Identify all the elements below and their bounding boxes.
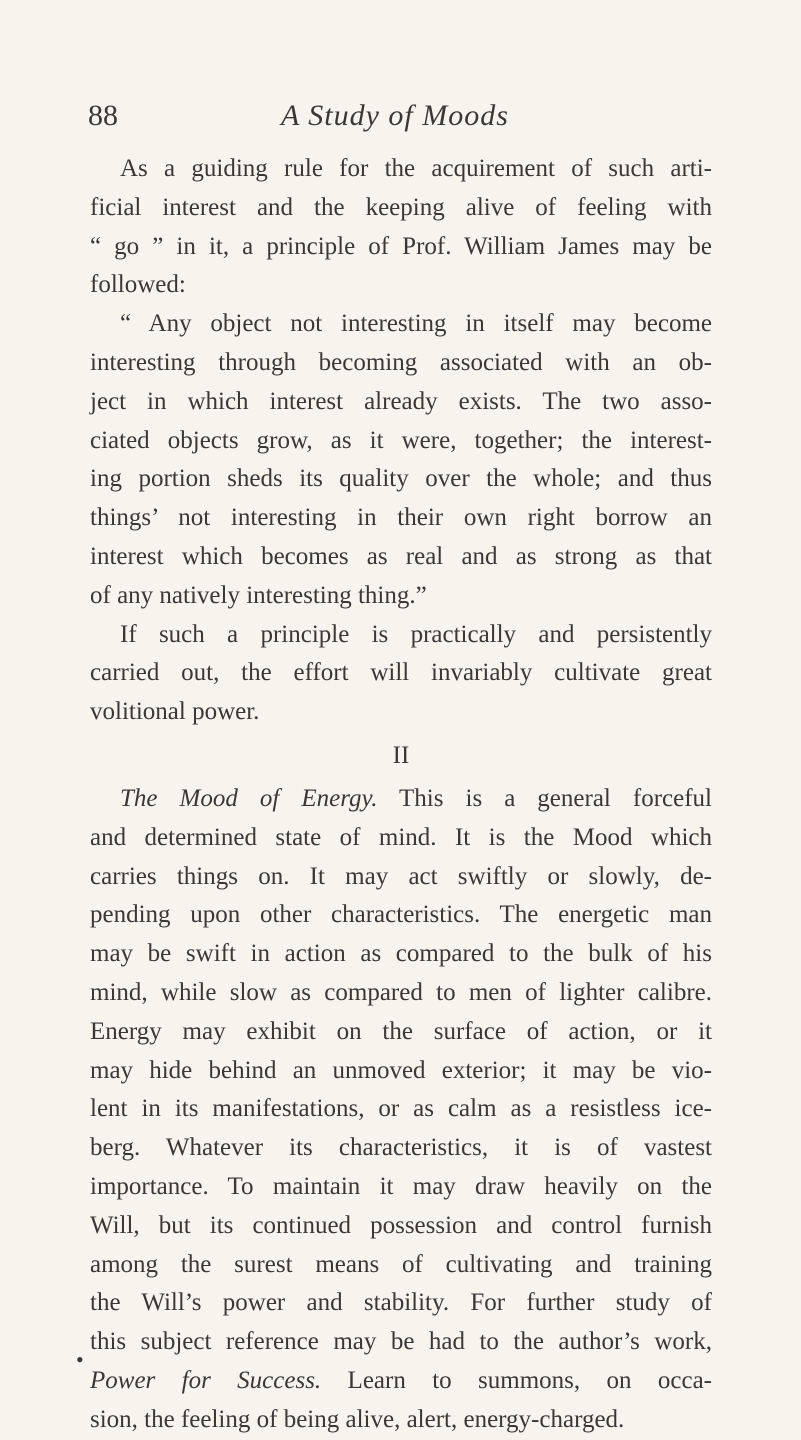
body-text	[90, 150, 712, 1440]
work-title: Power for Success.	[90, 1366, 322, 1394]
text-line: the Will’s power and stability. For further study of	[90, 1289, 712, 1317]
text-line: this subject reference may be had to the author’s work,	[90, 1328, 712, 1356]
quote-line: ing portion sheds its quality over the whole; and thus	[90, 465, 712, 493]
text-line	[90, 780, 712, 819]
quote-line: things’ not interesting in their own right borrow an	[90, 504, 712, 532]
book-title: A Study of Moods	[281, 99, 509, 132]
text-fragment: This is a general forceful	[377, 784, 712, 812]
text-line: importance. To maintain it may draw heavily on the	[90, 1172, 712, 1200]
text-line: may be swift in action as compared to the bulk of his	[90, 940, 712, 968]
text-line: ficial interest and the keeping alive of feeling with	[90, 193, 712, 221]
text-line: If such a principle is practically and persistently	[120, 620, 712, 648]
quote-line: of any natively interesting thing.”	[90, 581, 427, 609]
text-line: and determined state of mind. It is the Mood which	[90, 823, 712, 851]
text-line: lent in its manifestations, or as calm as a resistless ice-	[90, 1095, 712, 1123]
text-line: among the surest means of cultivating and training	[90, 1250, 712, 1278]
section-heading: The Mood of Energy.	[120, 784, 378, 812]
text-line: pending upon other characteristics. The energetic man	[90, 901, 712, 929]
text-line: mind, while slow as compared to men of lighter calibre.	[90, 978, 712, 1006]
text-line: may hide behind an unmoved exterior; it may be vio-	[90, 1056, 712, 1084]
page-number: 88	[88, 99, 118, 132]
text-line: sion, the feeling of being alive, alert, energy-charged.	[90, 1405, 625, 1433]
text-line	[90, 1362, 712, 1401]
quote-line: interesting through becoming associated with an ob-	[90, 348, 712, 376]
section-number: II	[392, 741, 410, 769]
quote-line: interest which becomes as real and as strong as that	[90, 542, 712, 570]
text-line: followed:	[90, 271, 186, 299]
text-line: Will, but its continued possession and control furnish	[90, 1211, 712, 1239]
quote-line: ciated objects grow, as it were, together; the interest-	[90, 426, 712, 454]
text-line: berg. Whatever its characteristics, it is of vastest	[90, 1134, 712, 1162]
text-line: As a guiding rule for the acquirement of such arti-	[120, 155, 712, 182]
text-line: carried out, the effort will invariably cultivate great	[90, 659, 712, 687]
text-line: volitional power.	[90, 698, 260, 726]
quote-line: “ Any object not interesting in itself may become	[120, 310, 712, 338]
quote-line: ject in which interest already exists. The two asso-	[90, 387, 712, 415]
margin-mark: •	[76, 1347, 84, 1372]
text-line: carries things on. It may act swiftly or slowly, de-	[90, 862, 712, 890]
text-fragment: Learn to summons, on occa-	[321, 1366, 712, 1394]
text-line: Energy may exhibit on the surface of action, or it	[90, 1017, 712, 1045]
running-head	[88, 96, 708, 136]
text-line: “ go ” in it, a principle of Prof. William James may be	[90, 232, 712, 260]
